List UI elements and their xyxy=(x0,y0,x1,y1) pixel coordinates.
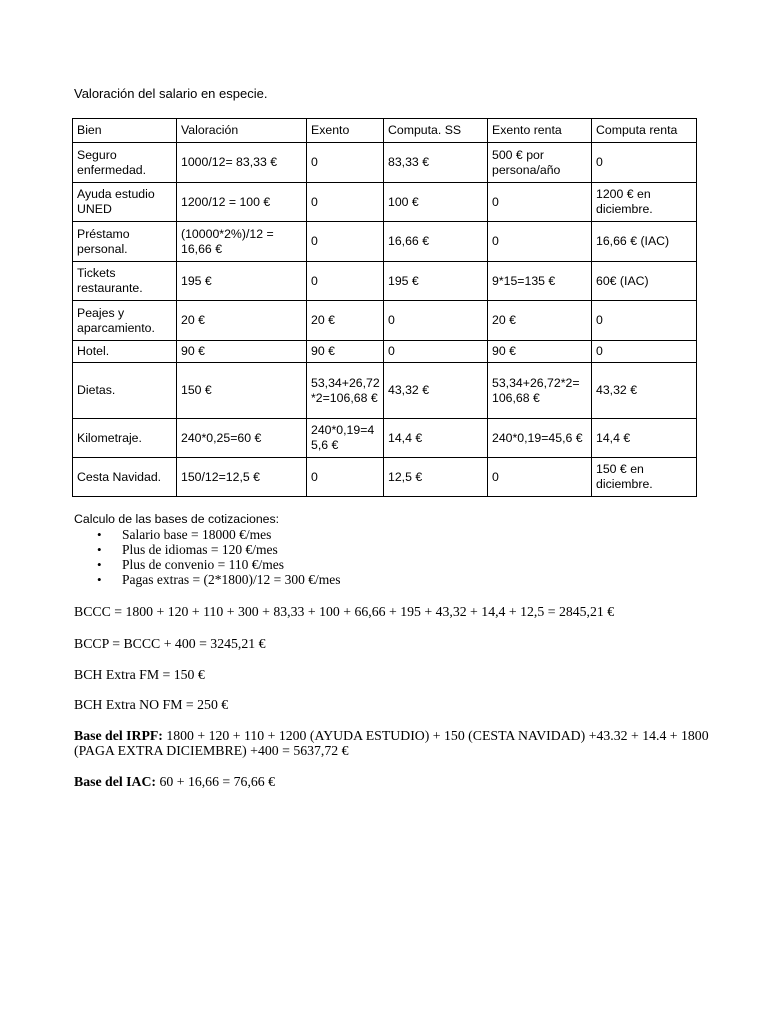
table-cell: 1200 € en diciembre. xyxy=(592,183,697,222)
table-cell: 0 xyxy=(307,458,384,497)
table-cell: 240*0,25=60 € xyxy=(177,419,307,458)
table-cell: Ayuda estudio UNED xyxy=(73,183,177,222)
irpf-base xyxy=(74,728,714,758)
table-row xyxy=(73,301,697,341)
bch-extra-fm: BCH Extra FM = 150 € xyxy=(74,667,205,682)
table-cell: 0 xyxy=(307,262,384,301)
table-cell: 500 € por persona/año xyxy=(488,143,592,183)
table-cell: Cesta Navidad. xyxy=(73,458,177,497)
table-cell: 20 € xyxy=(177,301,307,341)
list-item: • Plus de idiomas = 120 €/mes xyxy=(122,542,714,557)
table-row xyxy=(73,183,697,222)
table-cell: 195 € xyxy=(384,262,488,301)
iac-base xyxy=(74,774,714,789)
table-cell: 0 xyxy=(488,458,592,497)
list-item: • Plus de convenio = 110 €/mes xyxy=(122,557,714,572)
table-cell: 90 € xyxy=(307,341,384,363)
table-cell: 0 xyxy=(307,143,384,183)
table-row xyxy=(73,419,697,458)
document-title: Valoración del salario en especie. xyxy=(74,86,268,101)
header-valoracion: Valoración xyxy=(177,119,307,143)
table-cell: 1000/12= 83,33 € xyxy=(177,143,307,183)
table-cell: (10000*2%)/12 = 16,66 € xyxy=(177,222,307,262)
irpf-value: 1800 + 120 + 110 + 1200 (AYUDA ESTUDIO) + 150 (CESTA NAVIDAD) +43.32 + 14.4 + 1800 (PAGA EXTRA DICIEMBRE) +400 = 5637,72 € xyxy=(74,728,709,758)
header-exento: Exento xyxy=(307,119,384,143)
salary-in-kind-table-container xyxy=(72,118,697,497)
iac-label: Base del IAC: xyxy=(74,774,157,789)
table-cell: 20 € xyxy=(307,301,384,341)
table-cell: 150/12=12,5 € xyxy=(177,458,307,497)
table-cell: 0 xyxy=(592,301,697,341)
table-cell: 0 xyxy=(488,222,592,262)
table-row xyxy=(73,363,697,419)
table-cell: 100 € xyxy=(384,183,488,222)
bases-heading: Calculo de las bases de cotizaciones: xyxy=(74,512,280,526)
table-cell: 0 xyxy=(592,143,697,183)
table-cell: 53,34+26,72*2= 106,68 € xyxy=(488,363,592,419)
table-cell: 90 € xyxy=(488,341,592,363)
salary-in-kind-table xyxy=(72,118,697,497)
table-cell: 43,32 € xyxy=(592,363,697,419)
table-cell: 240*0,19=45,6 € xyxy=(488,419,592,458)
table-row xyxy=(73,222,697,262)
header-bien: Bien xyxy=(73,119,177,143)
table-cell: 90 € xyxy=(177,341,307,363)
table-cell: 150 € en diciembre. xyxy=(592,458,697,497)
bccp-formula: BCCP = BCCC + 400 = 3245,21 € xyxy=(74,636,266,651)
table-cell: 0 xyxy=(592,341,697,363)
table-row xyxy=(73,341,697,363)
table-cell: 16,66 € xyxy=(384,222,488,262)
table-cell: 150 € xyxy=(177,363,307,419)
table-cell: 60€ (IAC) xyxy=(592,262,697,301)
table-cell: 43,32 € xyxy=(384,363,488,419)
table-cell: 0 xyxy=(384,301,488,341)
bccc-formula: BCCC = 1800 + 120 + 110 + 300 + 83,33 + 100 + 66,66 + 195 + 43,32 + 14,4 + 12,5 = 2845,21 € xyxy=(74,604,615,619)
table-cell: 0 xyxy=(307,183,384,222)
header-computa-ss: Computa. SS xyxy=(384,119,488,143)
irpf-label: Base del IRPF: xyxy=(74,728,163,743)
table-cell: 14,4 € xyxy=(592,419,697,458)
table-cell: 0 xyxy=(307,222,384,262)
table-cell: Dietas. xyxy=(73,363,177,419)
table-cell: 53,34+26,72*2=106,68 € xyxy=(307,363,384,419)
table-cell: 1200/12 = 100 € xyxy=(177,183,307,222)
table-row xyxy=(73,262,697,301)
list-item: • Salario base = 18000 €/mes xyxy=(122,527,714,542)
table-cell: 240*0,19=45,6 € xyxy=(307,419,384,458)
header-computa-renta: Computa renta xyxy=(592,119,697,143)
table-cell: Kilometraje. xyxy=(73,419,177,458)
iac-value: 60 + 16,66 = 76,66 € xyxy=(156,774,276,789)
table-cell: Préstamo personal. xyxy=(73,222,177,262)
table-cell: 83,33 € xyxy=(384,143,488,183)
table-row xyxy=(73,143,697,183)
table-cell: 16,66 € (IAC) xyxy=(592,222,697,262)
table-cell: Peajes y aparcamiento. xyxy=(73,301,177,341)
table-cell: 0 xyxy=(384,341,488,363)
table-row xyxy=(73,458,697,497)
table-cell: 20 € xyxy=(488,301,592,341)
table-header-row xyxy=(73,119,697,143)
table-cell: 195 € xyxy=(177,262,307,301)
bases-section xyxy=(74,512,714,587)
table-cell: 0 xyxy=(488,183,592,222)
table-cell: Tickets restaurante. xyxy=(73,262,177,301)
bases-list xyxy=(74,527,714,587)
table-cell: Hotel. xyxy=(73,341,177,363)
table-cell: Seguro enfermedad. xyxy=(73,143,177,183)
list-item: • Pagas extras = (2*1800)/12 = 300 €/mes xyxy=(122,572,714,587)
table-cell: 14,4 € xyxy=(384,419,488,458)
table-cell: 12,5 € xyxy=(384,458,488,497)
table-cell: 9*15=135 € xyxy=(488,262,592,301)
bch-extra-no-fm: BCH Extra NO FM = 250 € xyxy=(74,697,229,712)
header-exento-renta: Exento renta xyxy=(488,119,592,143)
